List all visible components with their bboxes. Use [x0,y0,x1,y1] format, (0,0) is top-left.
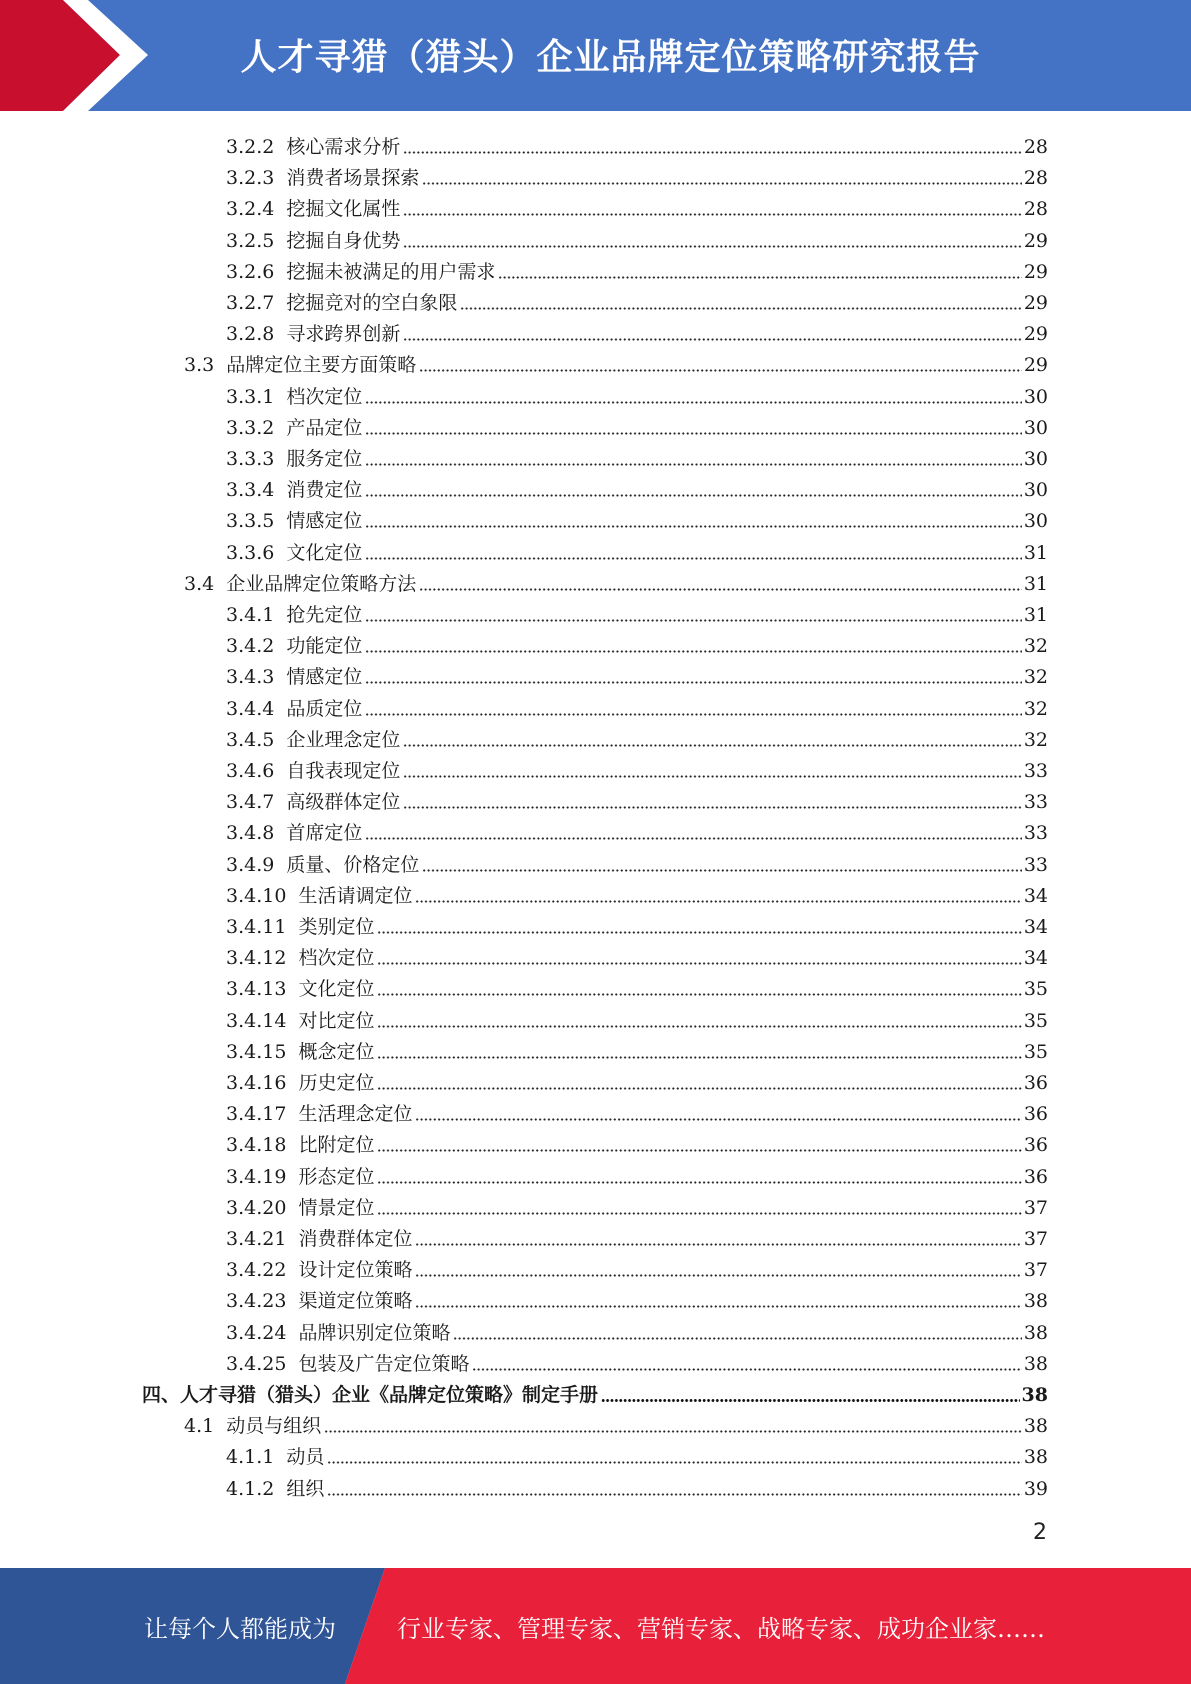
toc-entry-title: 情感定位 [286,510,363,533]
toc-entry-number: 3.2.5 [226,229,275,252]
toc-entry-page: 30 [1023,448,1048,470]
toc-dot-leader [415,1274,1021,1277]
toc-entry-title: 渠道定位策略 [298,1290,413,1313]
toc-entry-title: 文化定位 [286,541,363,564]
toc-entry-title: 企业品牌定位策略方法 [226,572,417,595]
toc-entry-page: 32 [1023,666,1048,689]
toc-entry-title: 挖掘文化属性 [286,198,401,221]
toc-dot-leader [460,307,1021,310]
toc-dot-leader [422,869,1021,872]
toc-entry-number: 3.4.10 [226,884,287,907]
toc-entry[interactable] [226,938,1048,969]
toc-entry-title: 服务定位 [286,448,363,470]
toc-entry[interactable] [226,1281,1048,1312]
toc-dot-leader [415,900,1021,903]
footer-slogan: 让每个人都能成为 [144,1614,336,1643]
toc-entry-page: 38 [1023,1352,1048,1375]
toc-entry-number: 3.3.3 [226,448,275,470]
toc-entry-number: 3.3.5 [226,510,275,533]
toc-entry-number: 3.3.2 [226,416,275,439]
toc-entry[interactable] [226,439,1048,470]
toc-entry[interactable] [184,345,1048,376]
toc-entry-title: 品牌识别定位策略 [298,1321,451,1344]
toc-entry-title: 包装及广告定位策略 [298,1352,470,1375]
toc-entry-page: 30 [1023,385,1048,408]
toc-entry-title: 情感定位 [286,666,363,689]
toc-entry-number: 3.3.1 [226,385,275,408]
toc-entry-page: 38 [1023,1446,1048,1469]
toc-entry-number: 3.4.23 [226,1290,287,1313]
toc-entry-title: 形态定位 [298,1165,375,1188]
toc-entry-page: 37 [1023,1228,1048,1250]
toc-dot-leader [403,151,1021,154]
toc-entry-page: 28 [1023,198,1048,221]
toc-entry[interactable] [226,314,1048,345]
toc-entry-title: 生活请调定位 [298,884,413,907]
toc-entry-page: 31 [1023,541,1048,564]
toc-dot-leader [498,276,1021,279]
toc-entry-title: 类别定位 [298,916,375,938]
toc-entry-title: 动员 [286,1446,325,1469]
toc-entry-title: 比附定位 [298,1134,375,1157]
toc-entry-number: 3.2.3 [226,167,275,190]
toc-dot-leader [377,962,1021,965]
toc-entry-number: 3.2.2 [226,136,275,158]
toc-dot-leader [365,681,1021,684]
toc-entry-number: 3.3.4 [226,479,275,502]
toc-entry-page: 32 [1023,728,1048,751]
toc-entry[interactable] [226,221,1048,252]
toc-entry[interactable] [226,1157,1048,1188]
toc-entry-number: 4.1 [184,1415,215,1438]
toc-entry-page: 36 [1023,1072,1048,1094]
toc-dot-leader [403,213,1021,216]
toc-dot-leader [365,650,1021,653]
toc-entry[interactable] [226,158,1048,189]
toc-entry-title: 动员与组织 [226,1415,322,1438]
toc-dot-leader [365,401,1021,404]
toc-dot-leader [403,744,1021,747]
toc-dot-leader [453,1337,1021,1340]
toc-entry[interactable] [226,1094,1048,1125]
toc-entry-title: 生活理念定位 [298,1103,413,1126]
toc-entry-page: 29 [1023,354,1048,377]
toc-dot-leader [377,1212,1021,1215]
toc-entry-number: 3.4.24 [226,1321,287,1344]
toc-entry[interactable] [226,1344,1048,1375]
toc-entry-page: 39 [1023,1477,1048,1500]
toc-entry-number: 3.4.5 [226,728,275,751]
toc-entry-number: 3.4.12 [226,947,287,970]
toc-entry-page: 32 [1023,635,1048,658]
toc-dot-leader [365,525,1021,528]
toc-entry[interactable] [226,813,1048,844]
toc-entry-number: 3.2.7 [226,292,275,314]
toc-entry-number: 3.4.4 [226,697,275,720]
toc-dot-leader [377,931,1021,934]
toc-entry-page: 30 [1023,416,1048,439]
toc-dot-leader [377,1149,1021,1152]
toc-entry[interactable] [226,1250,1048,1281]
toc-entry-number: 3.4.11 [226,916,287,938]
toc-entry-number: 3.4.25 [226,1352,287,1375]
toc-dot-leader [403,775,1021,778]
toc-entry-title: 产品定位 [286,416,363,439]
toc-entry-page: 38 [1023,1415,1048,1438]
toc-entry-page: 34 [1023,884,1048,907]
toc-entry[interactable] [226,657,1048,688]
toc-entry-number: 3.4.19 [226,1165,287,1188]
toc-entry-title: 对比定位 [298,1009,375,1032]
toc-entry[interactable] [226,283,1048,314]
toc-dot-leader [327,1461,1021,1464]
toc-entry[interactable] [226,1188,1048,1219]
toc-dot-leader [365,494,1021,497]
toc-entry-page: 32 [1023,697,1048,720]
toc-entry-page: 29 [1023,260,1048,283]
report-title: 人才寻猎（猎头）企业品牌定位策略研究报告 [240,36,981,78]
toc-entry-number: 3.4.18 [226,1134,287,1157]
toc-entry-title: 品牌定位主要方面策略 [226,354,417,377]
toc-entry[interactable] [226,377,1048,408]
toc-entry-title: 档次定位 [298,947,375,970]
toc-entry-page: 35 [1023,1040,1048,1063]
toc-dot-leader [403,338,1021,341]
toc-entry-number: 4.1.1 [226,1446,275,1469]
toc-dot-leader [327,1493,1021,1496]
toc-dot-leader [365,837,1021,840]
toc-entry[interactable] [226,782,1048,813]
toc-entry-number: 3.4.21 [226,1228,287,1250]
toc-entry-title: 挖掘未被满足的用户需求 [286,260,496,283]
toc-entry-page: 36 [1023,1165,1048,1188]
toc-entry-page: 37 [1023,1196,1048,1219]
toc-entry-number: 3.2.4 [226,198,275,221]
toc-entry-number: 3.4.7 [226,791,275,814]
toc-entry-number: 3.4.2 [226,635,275,658]
toc-entry-number: 3.4.20 [226,1196,287,1219]
toc-entry-page: 28 [1023,136,1048,158]
toc-entry-page: 36 [1023,1134,1048,1157]
toc-entry[interactable] [226,470,1048,501]
toc-entry[interactable] [226,501,1048,532]
toc-entry-number: 3.4.17 [226,1103,287,1126]
toc-dot-leader [377,993,1021,996]
toc-entry[interactable] [226,751,1048,782]
toc-entry-page: 35 [1023,1009,1048,1032]
toc-entry[interactable] [226,626,1048,657]
toc-entry-title: 设计定位策略 [298,1259,413,1282]
toc-entry[interactable] [226,845,1048,876]
toc-dot-leader [377,1181,1021,1184]
toc-entry-number: 3.3.6 [226,541,275,564]
toc-entry-title: 四、人才寻猎（猎头）企业《品牌定位策略》制定手册 [142,1384,599,1406]
toc-entry-page: 37 [1023,1259,1048,1282]
toc-entry-title: 抢先定位 [286,604,363,626]
toc-entry-number: 3.4.3 [226,666,275,689]
toc-entry[interactable] [226,1219,1048,1250]
toc-dot-leader [365,557,1021,560]
toc-entry-number: 3.2.8 [226,323,275,346]
toc-entry-title: 挖掘自身优势 [286,229,401,252]
toc-entry[interactable] [226,969,1048,1000]
toc-dot-leader [365,463,1021,466]
toc-entry[interactable] [226,533,1048,564]
toc-entry-title: 功能定位 [286,635,363,658]
toc-entry-number: 3.4.16 [226,1072,287,1094]
toc-entry-number: 3.4.22 [226,1259,287,1282]
toc-entry[interactable] [226,189,1048,220]
toc-entry-title: 文化定位 [298,978,375,1001]
toc-entry[interactable] [226,689,1048,720]
toc-entry-page: 35 [1023,978,1048,1001]
toc-entry-title: 概念定位 [298,1040,375,1063]
toc-entry-title: 情景定位 [298,1196,375,1219]
toc-entry-title: 挖掘竞对的空白象限 [286,292,458,314]
toc-entry[interactable] [226,1437,1048,1468]
toc-entry-page: 33 [1023,791,1048,814]
toc-dot-leader [415,1118,1021,1121]
toc-entry-page: 29 [1023,229,1048,252]
toc-entry-page: 31 [1023,572,1048,595]
toc-entry-title: 首席定位 [286,822,363,845]
toc-dot-leader [419,588,1022,591]
toc-dot-leader [403,806,1021,809]
toc-entry-title: 组织 [286,1477,325,1500]
toc-entry-title: 核心需求分析 [286,136,401,158]
toc-dot-leader [365,432,1021,435]
toc-entry[interactable] [226,252,1048,283]
toc-entry[interactable] [184,1406,1048,1437]
toc-entry-title: 消费定位 [286,479,363,502]
toc-entry-title: 高级群体定位 [286,791,401,814]
toc-entry[interactable] [226,1313,1048,1344]
toc-dot-leader [601,1399,1020,1402]
toc-entry[interactable] [226,907,1048,938]
toc-entry-page: 31 [1023,604,1048,626]
toc-entry-page: 30 [1023,479,1048,502]
toc-entry-page: 38 [1021,1384,1048,1406]
toc-entry[interactable] [226,1032,1048,1063]
footer-roles: 行业专家、管理专家、营销专家、战略专家、成功企业家…… [397,1614,1045,1643]
toc-entry-title: 寻求跨界创新 [286,323,401,346]
page-footer [0,1568,1191,1684]
toc-entry-page: 34 [1023,916,1048,938]
toc-entry[interactable] [226,876,1048,907]
toc-dot-leader [365,713,1021,716]
toc-entry-number: 4.1.2 [226,1477,275,1500]
toc-dot-leader [403,245,1021,248]
toc-entry-page: 30 [1023,510,1048,533]
toc-dot-leader [419,369,1022,372]
toc-entry-page: 28 [1023,167,1048,190]
toc-dot-leader [377,1025,1021,1028]
toc-dot-leader [377,1087,1021,1090]
toc-entry-title: 品质定位 [286,697,363,720]
toc-entry-page: 38 [1023,1321,1048,1344]
toc-entry-page: 33 [1023,760,1048,782]
toc-entry-page: 29 [1023,292,1048,314]
toc-dot-leader [377,1056,1021,1059]
toc-entry-number: 3.4.6 [226,760,275,782]
toc-entry-number: 3.4 [184,572,215,595]
toc-entry-page: 34 [1023,947,1048,970]
toc-entry-title: 档次定位 [286,385,363,408]
toc-entry[interactable] [226,408,1048,439]
toc-entry-title: 质量、价格定位 [286,853,420,876]
toc-entry-title: 历史定位 [298,1072,375,1094]
toc-dot-leader [472,1368,1021,1371]
toc-entry-page: 38 [1023,1290,1048,1313]
toc-entry[interactable] [226,1063,1048,1094]
toc-entry[interactable] [226,127,1048,158]
toc-entry-page: 33 [1023,822,1048,845]
toc-entry-number: 3.4.1 [226,604,275,626]
toc-dot-leader [415,1243,1021,1246]
toc-entry[interactable] [142,1375,1048,1406]
page-number: 2 [1033,1520,1047,1545]
toc-entry-title: 自我表现定位 [286,760,401,782]
toc-dot-leader [415,1305,1021,1308]
toc-dot-leader [422,182,1021,185]
toc-entry[interactable] [226,1001,1048,1032]
toc-entry-number: 3.4.13 [226,978,287,1001]
toc-entry-number: 3.4.14 [226,1009,287,1032]
toc-entry-title: 企业理念定位 [286,728,401,751]
toc-entry-page: 36 [1023,1103,1048,1126]
toc-entry[interactable] [226,1125,1048,1156]
toc-entry[interactable] [184,564,1048,595]
toc-entry-page: 33 [1023,853,1048,876]
toc-entry-page: 29 [1023,323,1048,346]
toc-dot-leader [365,619,1021,622]
toc-entry-title: 消费者场景探索 [286,167,420,190]
toc-entry-number: 3.2.6 [226,260,275,283]
toc-entry-number: 3.4.9 [226,853,275,876]
toc-entry-title: 消费群体定位 [298,1228,413,1250]
toc-dot-leader [324,1430,1022,1433]
toc-entry-number: 3.4.8 [226,822,275,845]
toc-entry[interactable] [226,1469,1048,1500]
toc-entry-number: 3.3 [184,354,215,377]
toc-entry[interactable] [226,720,1048,751]
page-header [0,0,1191,111]
toc-entry-number: 3.4.15 [226,1040,287,1063]
toc-entry[interactable] [226,595,1048,626]
